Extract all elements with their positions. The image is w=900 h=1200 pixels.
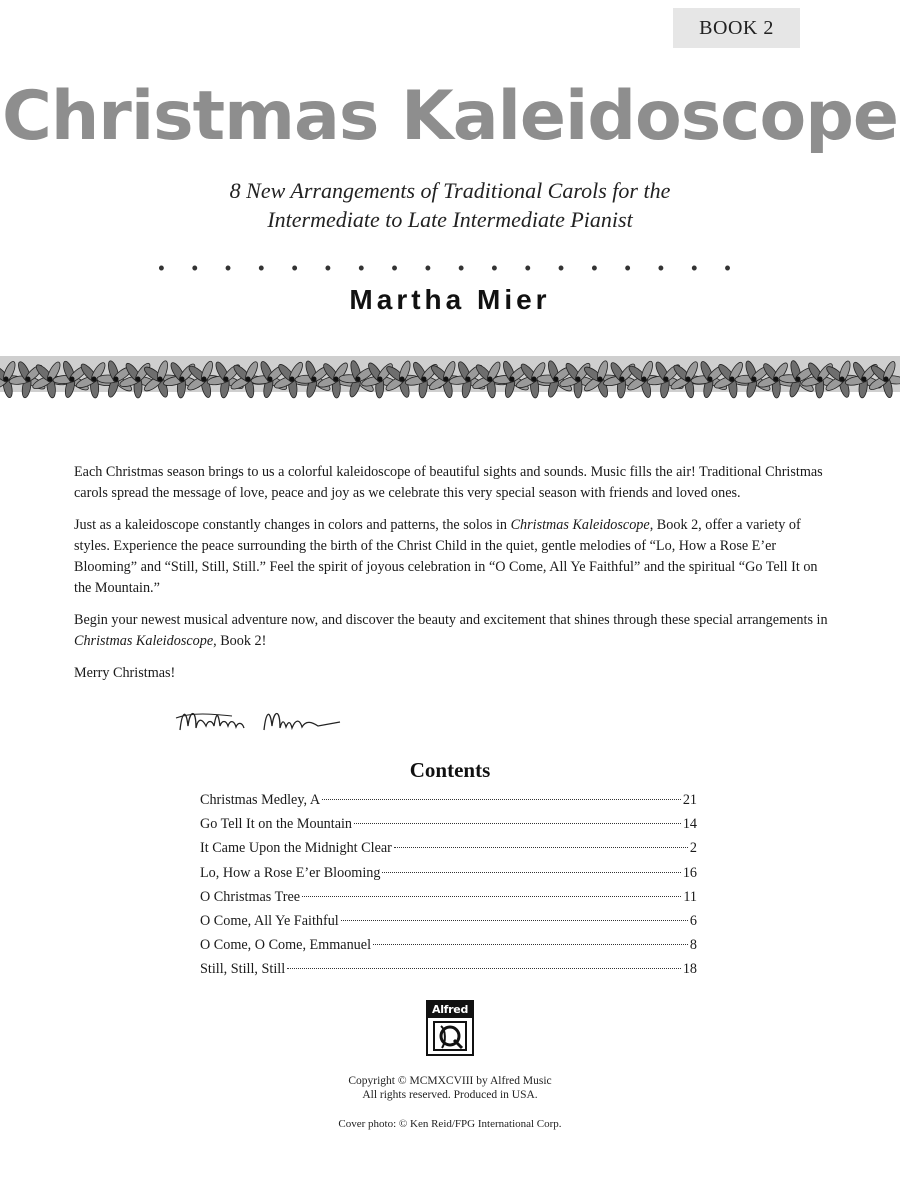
contents-entry [200, 836, 697, 860]
poinsettia-center [378, 377, 383, 382]
poinsettia-center [796, 377, 801, 382]
logo-text: Alfred [428, 1002, 472, 1018]
poinsettia-center [620, 377, 625, 382]
poinsettia-center [840, 377, 845, 382]
page-title: Christmas Kaleidoscope [1, 77, 899, 156]
contents-entry-page: 2 [689, 840, 697, 857]
poinsettia-center [444, 377, 449, 382]
contents-entry-title: Still, Still, Still [200, 961, 286, 978]
poinsettia-center [708, 377, 713, 382]
contents-entry-title: O Come, All Ye Faithful [200, 912, 339, 929]
poinsettia-center [92, 377, 97, 382]
table-of-contents [200, 788, 697, 982]
poinsettia-center [818, 377, 823, 382]
poinsettia-center [334, 377, 339, 382]
contents-entry [200, 788, 697, 812]
subtitle-line-1: 8 New Arrangements of Traditional Carols for the [229, 178, 671, 203]
poinsettia-center [554, 377, 559, 382]
poinsettia-center [862, 377, 867, 382]
contents-entry [200, 861, 697, 885]
book-title-italic: Christmas Kaleidoscope [74, 633, 214, 649]
contents-entry-page: 6 [689, 912, 697, 929]
copyright-notice [0, 1074, 900, 1102]
dot-leader [382, 872, 680, 873]
poinsettia-center [158, 377, 163, 382]
book-number-tag [673, 8, 800, 48]
dot-leader [373, 944, 688, 945]
intro-paragraph-2: Just as a kaleidoscope constantly changes in colors and patterns, the solos in Christmas Kaleidoscope, Book 2, offer a variety of styles. Experience the peace surrounding the birth of the Christ Child in the quiet, gentle melodies of “Lo, How a Rose E’er Blooming” and “Still, Still, Still.” Feel the spirit of joyous celebration in “O Come, All Ye Faithful” and the spiritual “Go Tell It on the Mountain.” [74, 517, 818, 596]
contents-entry-page: 8 [689, 937, 697, 954]
poinsettia-center [312, 377, 317, 382]
copyright-line-1: Copyright © MCMXCVIII by Alfred Music [348, 1075, 552, 1087]
introduction-text [74, 462, 830, 695]
subtitle [0, 176, 900, 234]
poinsettia-center [4, 377, 9, 382]
dotted-divider: • • • • • • • • • • • • • • • • • • [158, 258, 742, 278]
contents-entry-title: O Christmas Tree [200, 888, 301, 905]
contents-entry-page: 16 [682, 864, 697, 881]
contents-entry-title: O Come, O Come, Emmanuel [200, 937, 372, 954]
alfred-publisher-logo [426, 1000, 474, 1056]
contents-entry [200, 909, 697, 933]
intro-paragraph-3: Begin your newest musical adventure now, and discover the beauty and excitement that shines through these special arrangements in Christmas Kaleidoscope, Book 2! [74, 612, 828, 649]
contents-entry-page: 21 [682, 792, 697, 808]
intro-paragraph-1: Each Christmas season brings to us a colorful kaleidoscope of beautiful sights and sounds. Music fills the air! Traditional Christmas carols spread the message of love, peace and joy as we celebrate this very special season with friends and loved ones. [74, 464, 823, 501]
poinsettia-center [202, 377, 207, 382]
poinsettia-center [532, 377, 537, 382]
intro-closing: Merry Christmas! [74, 665, 176, 681]
contents-entry [200, 812, 697, 836]
dot-leader [394, 847, 688, 848]
poinsettia-center [488, 377, 493, 382]
poinsettia-center [290, 377, 295, 382]
poinsettia-center [730, 377, 735, 382]
poinsettia-center [466, 377, 471, 382]
dot-leader [302, 896, 681, 897]
copyright-line-2: All rights reserved. Produced in USA. [362, 1089, 538, 1101]
book-number-label: BOOK 2 [699, 16, 774, 39]
poinsettia-center [356, 377, 361, 382]
contents-entry [200, 885, 697, 909]
dot-leader [341, 920, 688, 921]
contents-entry [200, 933, 697, 957]
poinsettia-garland-decoration [0, 338, 900, 410]
poinsettia-center [598, 377, 603, 382]
poinsettia-center [510, 377, 515, 382]
contents-heading: Contents [409, 758, 491, 782]
poinsettia-center [48, 377, 53, 382]
poinsettia-center [268, 377, 273, 382]
contents-entry [200, 957, 697, 981]
dot-leader [322, 799, 681, 800]
contents-entry-title: Lo, How a Rose E’er Blooming [200, 864, 381, 881]
dot-leader [287, 968, 681, 969]
poinsettia-center [70, 377, 75, 382]
poinsettia-center [114, 377, 119, 382]
contents-entry-title: It Came Upon the Midnight Clear [200, 840, 392, 857]
author-signature [172, 700, 352, 744]
book-title-italic: Christmas Kaleidoscope [510, 517, 650, 533]
poinsettia-center [774, 377, 779, 382]
cover-photo-credit: Cover photo: © Ken Reid/FPG International Corp. [338, 1118, 562, 1130]
contents-entry-page: 18 [682, 961, 697, 978]
contents-entry-title: Christmas Medley, A [200, 792, 321, 808]
dot-leader [354, 823, 681, 824]
contents-entry-page: 11 [683, 888, 697, 905]
poinsettia-center [686, 377, 691, 382]
poinsettia-center [400, 377, 405, 382]
poinsettia-center [246, 377, 251, 382]
poinsettia-center [576, 377, 581, 382]
poinsettia-center [26, 377, 31, 382]
poinsettia-center [884, 377, 889, 382]
poinsettia-center [642, 377, 647, 382]
author-name: Martha Mier [349, 284, 551, 315]
poinsettia-center [422, 377, 427, 382]
poinsettia-center [180, 377, 185, 382]
treble-clef-icon [432, 1020, 468, 1052]
poinsettia-center [224, 377, 229, 382]
contents-entry-page: 14 [682, 816, 697, 833]
poinsettia-center [664, 377, 669, 382]
poinsettia-center [752, 377, 757, 382]
subtitle-line-2: Intermediate to Late Intermediate Pianist [267, 207, 633, 232]
contents-entry-title: Go Tell It on the Mountain [200, 816, 353, 833]
poinsettia-center [136, 377, 141, 382]
